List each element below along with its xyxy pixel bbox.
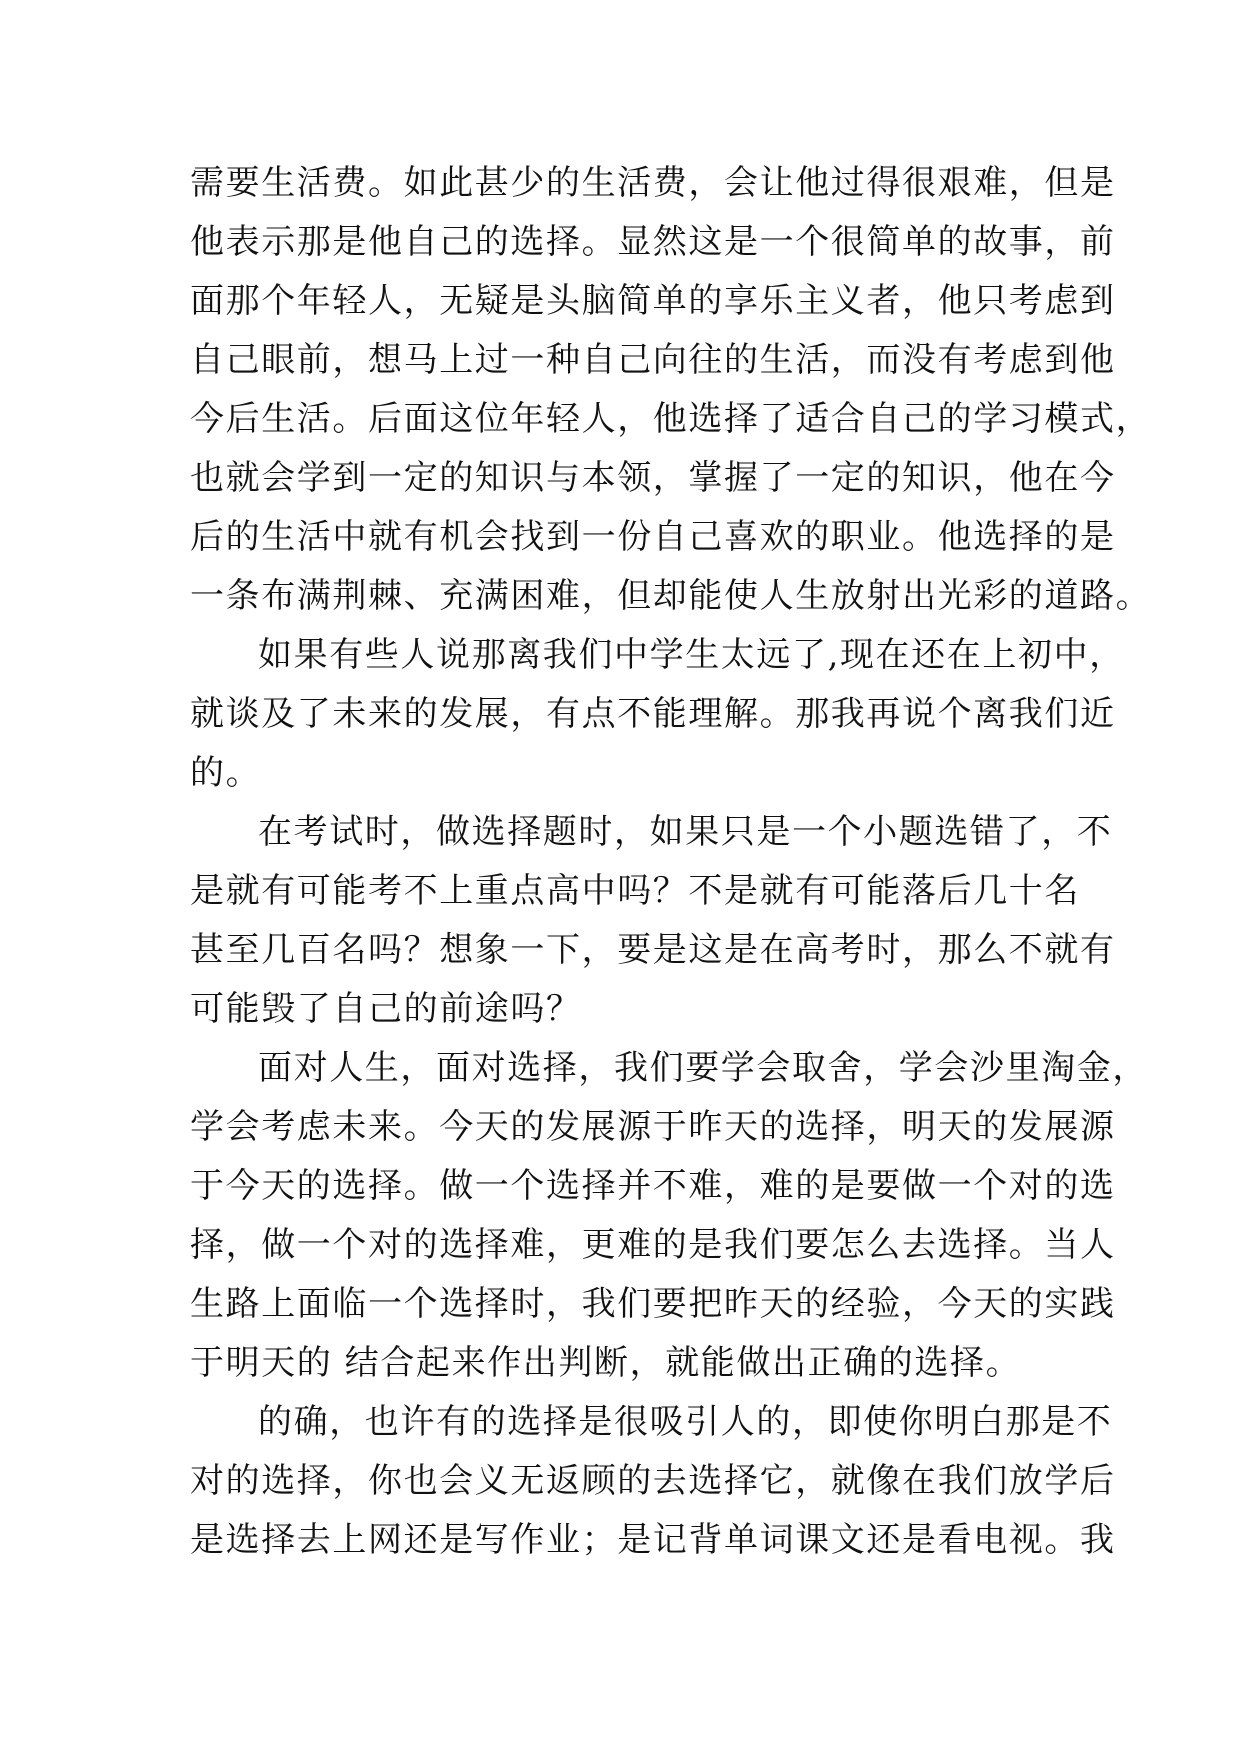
text-line: 对的选择，你也会义无返顾的去选择它，就像在我们放学后: [190, 1461, 1116, 1501]
text-line: 自己眼前，想马上过一种自己向往的生活，而没有考虑到他: [190, 340, 1116, 380]
text-line: 就谈及了未来的发展，有点不能理解。那我再说个离我们近: [190, 694, 1116, 734]
text-line: 他表示那是他自己的选择。显然这是一个很简单的故事，前: [190, 222, 1116, 262]
paragraph-start-line: 在考试时，做选择题时，如果只是一个小题选错了，不: [258, 812, 1113, 852]
essay-text: [190, 154, 1152, 1570]
paragraph-start-line: 如果有些人说那离我们中学生太远了,现在还在上初中，: [258, 635, 1125, 675]
paragraph-start-line: 面对人生，面对选择，我们要学会取舍，学会沙里淘金，: [258, 1048, 1148, 1088]
text-line: 是就有可能考不上重点高中吗？不是就有可能落后几十名: [190, 871, 1080, 911]
text-line: 今后生活。后面这位年轻人，他选择了适合自己的学习模式，: [190, 399, 1152, 439]
text-line: 是选择去上网还是写作业；是记背单词课文还是看电视。我: [190, 1520, 1116, 1560]
text-line: 也就会学到一定的知识与本领，掌握了一定的知识，他在今: [190, 458, 1116, 498]
text-line: 学会考虑未来。今天的发展源于昨天的选择，明天的发展源: [190, 1107, 1116, 1147]
text-line: 于明天的 结合起来作出判断，就能做出正确的选择。: [190, 1343, 1022, 1383]
text-line: 生路上面临一个选择时，我们要把昨天的经验，今天的实践: [190, 1284, 1116, 1324]
paragraph-start-line: 的确，也许有的选择是很吸引人的，即使你明白那是不: [258, 1402, 1113, 1442]
text-line: 后的生活中就有机会找到一份自己喜欢的职业。他选择的是: [190, 517, 1116, 557]
text-line: 可能毁了自己的前途吗？: [190, 989, 582, 1029]
text-line: 一条布满荆棘、充满困难，但却能使人生放射出光彩的道路。: [190, 576, 1152, 616]
text-line: 于今天的选择。做一个选择并不难，难的是要做一个对的选: [190, 1166, 1116, 1206]
text-line: 择，做一个对的选择难，更难的是我们要怎么去选择。当人: [190, 1225, 1116, 1265]
text-line: 需要生活费。如此甚少的生活费，会让他过得很艰难，但是: [190, 163, 1116, 203]
text-line: 的。: [190, 753, 262, 793]
text-line: 甚至几百名吗？想象一下，要是这是在高考时，那么不就有: [190, 930, 1116, 970]
text-line: 面那个年轻人，无疑是头脑简单的享乐主义者，他只考虑到: [190, 281, 1116, 321]
